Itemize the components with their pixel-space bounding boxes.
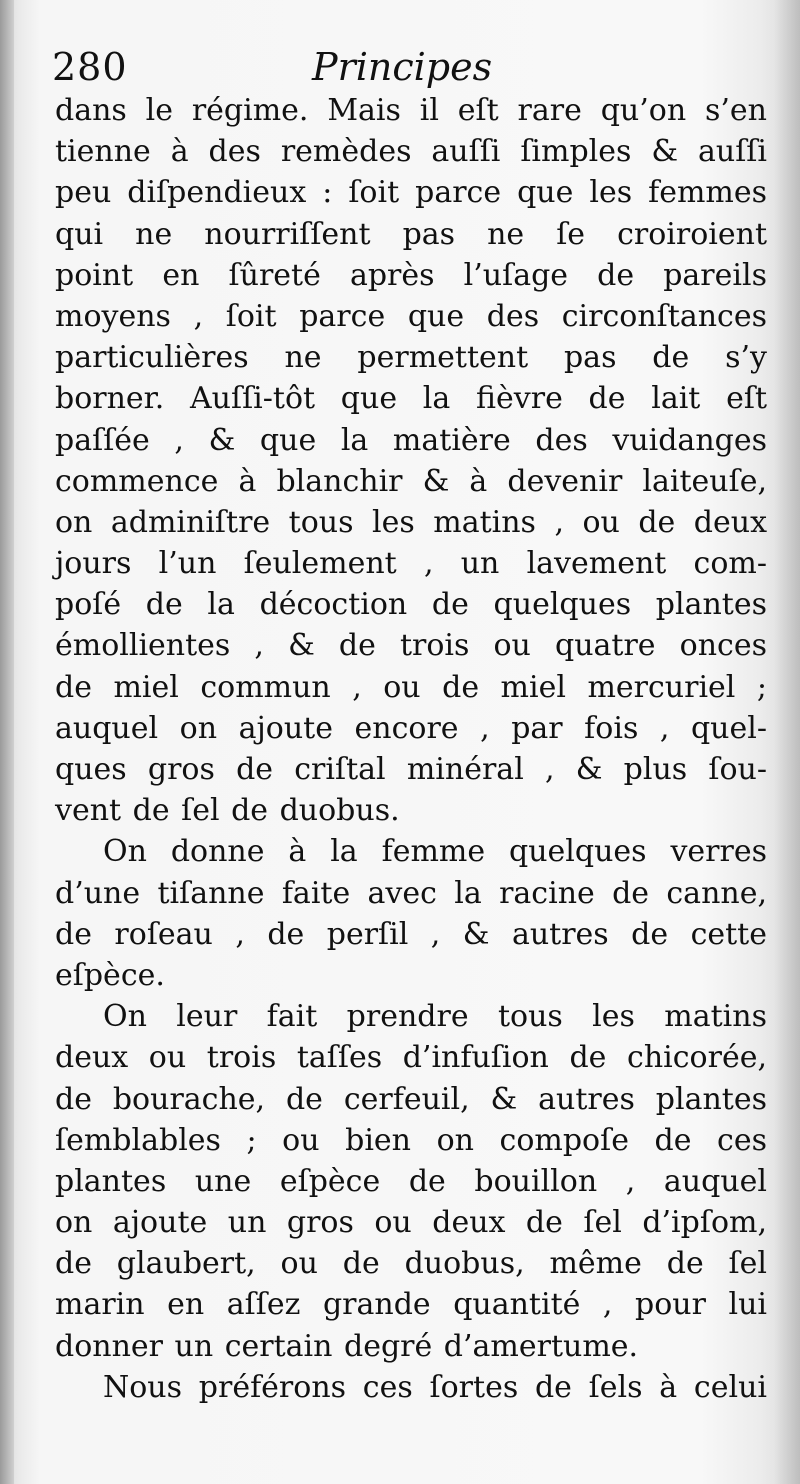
text-line: de miel commun , ou de miel mercuriel ; (55, 669, 767, 705)
text-line: auquel on ajoute encore , par fois , quel- (55, 710, 767, 746)
page-number: 280 (52, 45, 128, 89)
text-line: deux ou trois taſſes d’infuſion de chicorée, (55, 1040, 767, 1076)
text-line: de glaubert, ou de duobus, même de ſel (55, 1246, 767, 1282)
text-line: tienne à des remèdes auſſi ſimples & auſſi (55, 134, 767, 170)
text-line: On leur fait prendre tous les matins (103, 999, 767, 1035)
running-title: Principes (312, 45, 493, 89)
page-header (52, 44, 752, 94)
text-line: On donne à la femme quelques verres (103, 834, 767, 870)
text-line: donner un certain degré d’amertume. (55, 1328, 639, 1364)
text-line: point en ſûreté après l’uſage de pareils (55, 257, 767, 293)
text-line: commence à blanchir & à devenir laiteuſe, (55, 463, 767, 499)
text-line: qui ne nourriſſent pas ne ſe croiroient (55, 216, 767, 252)
text-line: paſſée , & que la matière des vuidanges (55, 422, 767, 458)
text-line: eſpèce. (55, 957, 165, 993)
text-line: ſemblables ; ou bien on compoſe de ces (55, 1122, 767, 1158)
text-line: ques gros de criſtal minéral , & plus ſou- (55, 752, 767, 787)
text-line: Nous préférons ces ſortes de ſels à celui (103, 1369, 767, 1405)
text-line: borner. Auſſi-tôt que la fièvre de lait eſt (55, 381, 767, 417)
text-line: de roſeau , de perſil , & autres de cette (55, 916, 767, 952)
text-line: particulières ne permettent pas de s’y (55, 340, 767, 376)
text-line: on adminiſtre tous les matins , ou de deux (55, 504, 767, 540)
text-line: jours l’un ſeulement , un lavement com- (55, 546, 767, 582)
text-line: émollientes , & de trois ou quatre onces (55, 628, 767, 664)
text-line: de bourache, de cerfeuil, & autres plantes (55, 1081, 767, 1117)
body-text (55, 90, 767, 1408)
text-line: marin en aſſez grande quantité , pour lui (55, 1287, 767, 1323)
text-line: on ajoute un gros ou deux de ſel d’ipſom, (55, 1205, 767, 1241)
text-line: moyens , ſoit parce que des circonſtances (55, 298, 767, 334)
text-line: poſé de la décoction de quelques plantes (55, 587, 767, 623)
text-line: plantes une eſpèce de bouillon , auquel (55, 1163, 767, 1199)
page-edge-shadow (774, 0, 800, 1484)
text-line: vent de ſel de duobus. (55, 793, 400, 829)
text-line: dans le régime. Mais il eſt rare qu’on s’en (55, 93, 767, 128)
page-spine-shadow (0, 0, 14, 1484)
text-line: d’une tiſanne faite avec la racine de canne, (55, 875, 767, 911)
text-line: peu diſpendieux : ſoit parce que les femmes (55, 175, 767, 211)
